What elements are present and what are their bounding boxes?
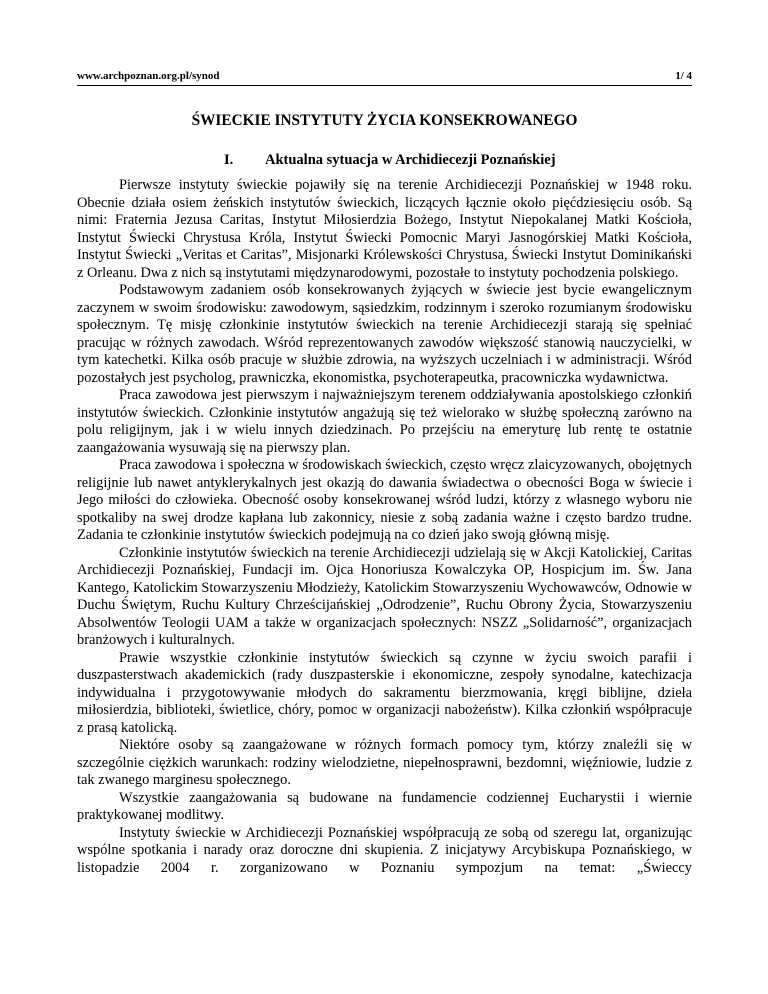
paragraph: Członkinie instytutów świeckich na terenie Archidiecezji udzielają się w Akcji Katolickiej, Caritas Archidiecezji Poznańskiej, Fundacji im. Ojca Honoriusza Kowalczyka OP, Hospicjum im. Św. Jana Kantego, Katolickim Stowarzyszeniu Młodzieży, Katolickim Stowarzyszeniu Wychowawców, Odnowie w Duchu Świętym, Ruchu Kultury Chrześcijańskiej „Odrodzenie”, Ruchu Obrony Życia, Stowarzyszeniu Absolwentów Teologii UAM a także w organizacjach społecznych: NSZZ „Solidarność”, organizacjach branżowych i kulturalnych. [77,544,692,648]
paragraph: Wszystkie zaangażowania są budowane na fundamencie codziennej Eucharystii i wiernie praktykowanej modlitwy. [77,789,692,823]
paragraph: Praca zawodowa jest pierwszym i najważniejszym terenem oddziaływania apostolskiego członkiń instytutów świeckich. Członkinie instytutów angażują się też wielorako w służbę społeczną zarówno na polu religijnym, jak i w wielu innych dziedzinach. Po przejściu na emeryturę lub rentę te ostatnie zaangażowania wysuwają się na pierwszy plan. [77,387,692,456]
paragraph: Pierwsze instytuty świeckie pojawiły się na terenie Archidiecezji Poznańskiej w 1948 roku. Obecnie działa osiem żeńskich instytutów świeckich, liczących łącznie około pięćdziesięciu osób. Są nimi: Fraternia Jezusa Caritas, Instytut Miłosierdzia Bożego, Instytut Niepokalanej Matki Kościoła, Instytut Świecki Chrystusa Króla, Instytut Świecki Pomocnic Maryi Jasnogórskiej Matki Kościoła, Instytut Świecki „Veritas et Caritas”, Misjonarki Królewskości Chrystusa, Świecki Instytut Dominikański z Orleanu. Dwa z nich są instytutami międzynarodowymi, pozostałe to instytuty pochodzenia polskiego. [77,177,692,281]
header-url[interactable]: www.archpoznan.org.pl/synod [77,70,220,82]
section-heading [224,151,556,169]
document-title: ŚWIECKIE INSTYTUTY ŻYCIA KONSEKROWANEGO [191,112,578,129]
paragraph: Podstawowym zadaniem osób konsekrowanych żyjących w świecie jest bycie ewangelicznym zaczynem w swoim środowisku: zawodowym, sąsiedzkim, rodzinnym i szeroko rozumianym środowisku społecznym. Tę misję członkinie instytutów świeckich na terenie Archidiecezji starają się spełniać pracując w różnych zawodach. Wśród reprezentowanych zawodów większość stanowią nauczycielki, w tym katechetki. Kilka osób pracuje w służbie zdrowia, na wyższych uczelniach i w administracji. Wśród pozostałych jest psycholog, prawniczka, ekonomistka, psychoterapeutka, pracowniczka wydawnictwa. [77,282,692,386]
paragraph: Prawie wszystkie członkinie instytutów świeckich są czynne w życiu swoich parafii i duszpasterstwach akademickich (rady duszpasterskie i ekonomiczne, zespoły synodalne, katechizacja indywidualna i przygotowywanie młodych do sakramentu bierzmowania, kręgi biblijne, dzieła miłosierdzia, biblioteki, świetlice, chóry, pomoc w organizacji nabożeństw). Kilka członkiń współpracuje z prasą katolicką. [77,649,692,736]
section-title: Aktualna sytuacja w Archidiecezji Poznańskiej [265,152,556,168]
header-rule [77,85,692,86]
paragraph: Praca zawodowa i społeczna w środowiskach świeckich, często wręcz zlaicyzowanych, obojętnych religijnie lub nawet antyklerykalnych jest okazją do dawania świadectwa o obecności Boga w świecie i Jego miłości do człowieka. Obecność osoby konsekrowanej wśród ludzi, którzy z własnego wyboru nie spotkaliby na swej drodze kapłana lub zakonnicy, niesie z sobą zadania ważne i często bardzo trudne. Zadania te członkinie instytutów świeckich podejmują na co dzień jako swoją główną misję. [77,457,692,543]
document-body [77,177,692,877]
section-number: I. [224,152,234,168]
page-number: 1/ 4 [675,70,692,82]
paragraph: Instytuty świeckie w Archidiecezji Poznańskiej współpracują ze sobą od szeregu lat, organizując wspólne spotkania i narady oraz doroczne dni skupienia. Z inicjatywy Arcybiskupa Poznańskiego, w listopadzie 2004 r. zorganizowano w Poznaniu sympozjum na temat: „Świeccy [77,824,692,876]
paragraph: Niektóre osoby są zaangażowane w różnych formach pomocy tym, którzy znaleźli się w szczególnie ciężkich warunkach: rodziny wielodzietne, niepełnosprawni, bezdomni, więźniowie, ludzie z tak zwanego marginesu społecznego. [77,737,692,788]
